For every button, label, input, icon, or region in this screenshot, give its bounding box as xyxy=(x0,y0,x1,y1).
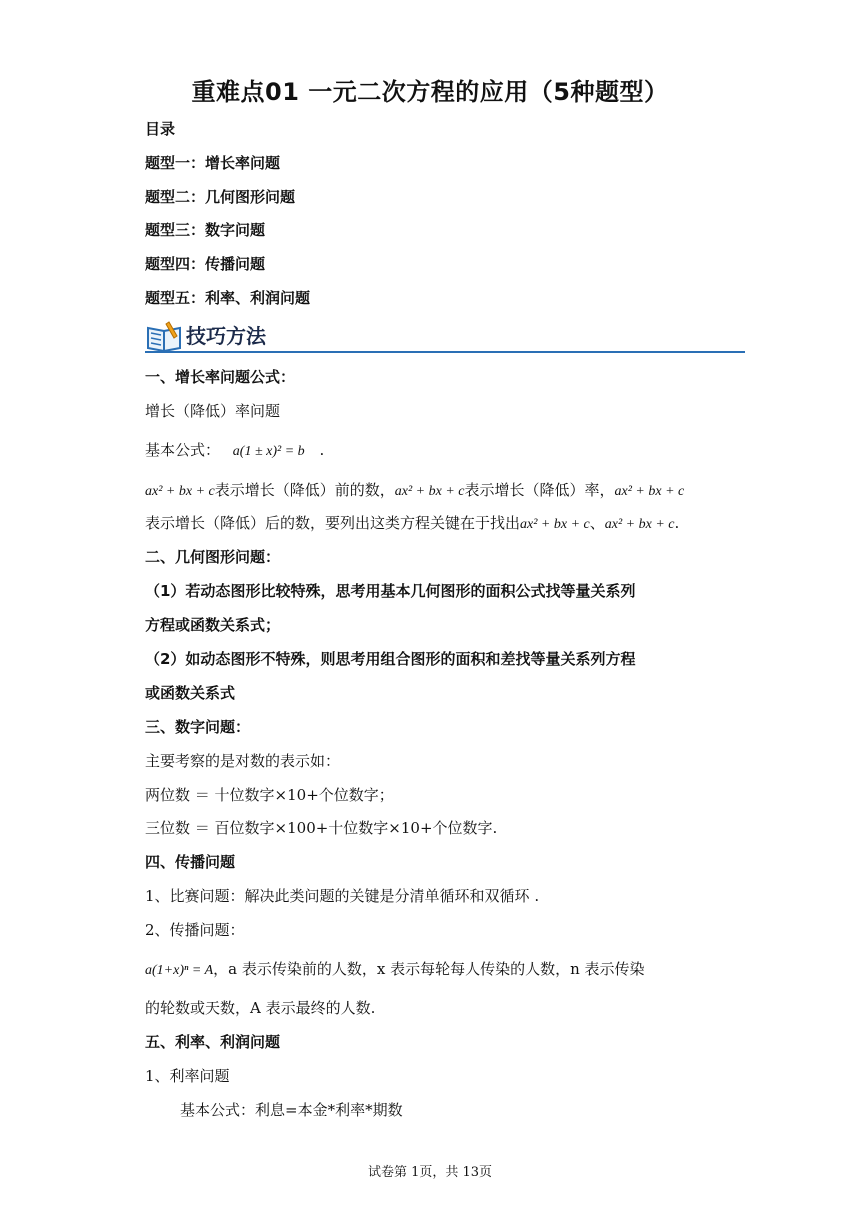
section-1-line-2 xyxy=(145,439,324,460)
banner-title: 技巧方法 xyxy=(186,324,266,348)
section-1-heading: 一、增长率问题公式： xyxy=(145,368,296,386)
banner-divider xyxy=(145,351,745,353)
inline-text: 表示增长（降低）前的数， xyxy=(214,481,395,499)
inline-text: ，a 表示传染前的人数，x 表示每轮每人传染的人数，n 表示传染 xyxy=(213,960,645,978)
inline-formula: ax² + bx + c xyxy=(614,484,685,499)
section-1-line-1: 增长（降低）率问题 xyxy=(145,402,281,420)
inline-formula: ax² + bx + c xyxy=(520,517,590,532)
section-1-line-4 xyxy=(145,512,679,533)
toc-label: 目录 xyxy=(145,120,176,138)
book-icon xyxy=(145,318,185,354)
inline-text: 、 xyxy=(589,514,605,532)
formula-label: 基本公式： xyxy=(145,441,221,459)
section-2-para-1b: 方程或函数关系式； xyxy=(145,616,281,634)
inline-formula: ax² + bx + c xyxy=(145,484,215,499)
inline-formula: ax² + bx + c xyxy=(604,517,675,532)
inline-formula: ax² + bx + c xyxy=(394,484,465,499)
section-4-line-4: 的轮数或天数，A 表示最终的人数. xyxy=(145,999,376,1017)
section-2-heading: 二、几何图形问题： xyxy=(145,548,281,566)
section-5-line-2: 基本公式：利息=本金*利率*期数 xyxy=(180,1101,403,1119)
section-5-line-1: 1、利率问题 xyxy=(145,1067,230,1085)
growth-formula: a(1 ± x)² = b xyxy=(232,444,305,459)
page-footer: 试卷第 1页，共 13页 xyxy=(367,1165,493,1180)
section-2-para-1a: （1）若动态图形比较特殊，思考用基本几何图形的面积公式找等量关系列 xyxy=(145,582,636,600)
section-4-heading: 四、传播问题 xyxy=(145,853,236,871)
toc-item-3: 题型三：数字问题 xyxy=(145,221,266,239)
toc-item-4: 题型四：传播问题 xyxy=(145,255,266,273)
section-2-para-2a: （2）如动态图形不特殊，则思考用组合图形的面积和差找等量关系列方程 xyxy=(145,650,636,668)
inline-text: 表示增长（降低）后的数，要列出这类方程关键在于找出 xyxy=(145,514,521,532)
section-4-line-3 xyxy=(145,958,645,979)
page-title: 重难点01 一元二次方程的应用（5种题型） xyxy=(191,78,669,106)
section-4-line-1: 1、比赛问题：解决此类问题的关键是分清单循环和双循环 . xyxy=(145,887,540,905)
section-2-para-2b: 或函数关系式 xyxy=(145,684,236,702)
inline-text: 表示增长（降低）率， xyxy=(464,481,615,499)
section-1-line-3 xyxy=(145,479,684,500)
toc-item-2: 题型二：几何图形问题 xyxy=(145,188,296,206)
section-5-heading: 五、利率、利润问题 xyxy=(145,1033,281,1051)
section-3-line-2: 两位数 ＝ 十位数字×10+个位数字； xyxy=(145,786,394,804)
spread-formula: a(1+x)ⁿ = A xyxy=(145,963,214,978)
section-3-heading: 三、数字问题： xyxy=(145,718,251,736)
toc-item-1: 题型一：增长率问题 xyxy=(145,154,281,172)
inline-text: . xyxy=(674,514,680,532)
formula-period: . xyxy=(319,441,325,459)
toc-item-5: 题型五：利率、利润问题 xyxy=(145,289,311,307)
section-3-line-3: 三位数 ＝ 百位数字×100+十位数字×10+个位数字. xyxy=(145,819,498,837)
section-4-line-2: 2、传播问题： xyxy=(145,921,245,939)
section-3-line-1: 主要考察的是对数的表示如： xyxy=(145,752,341,770)
